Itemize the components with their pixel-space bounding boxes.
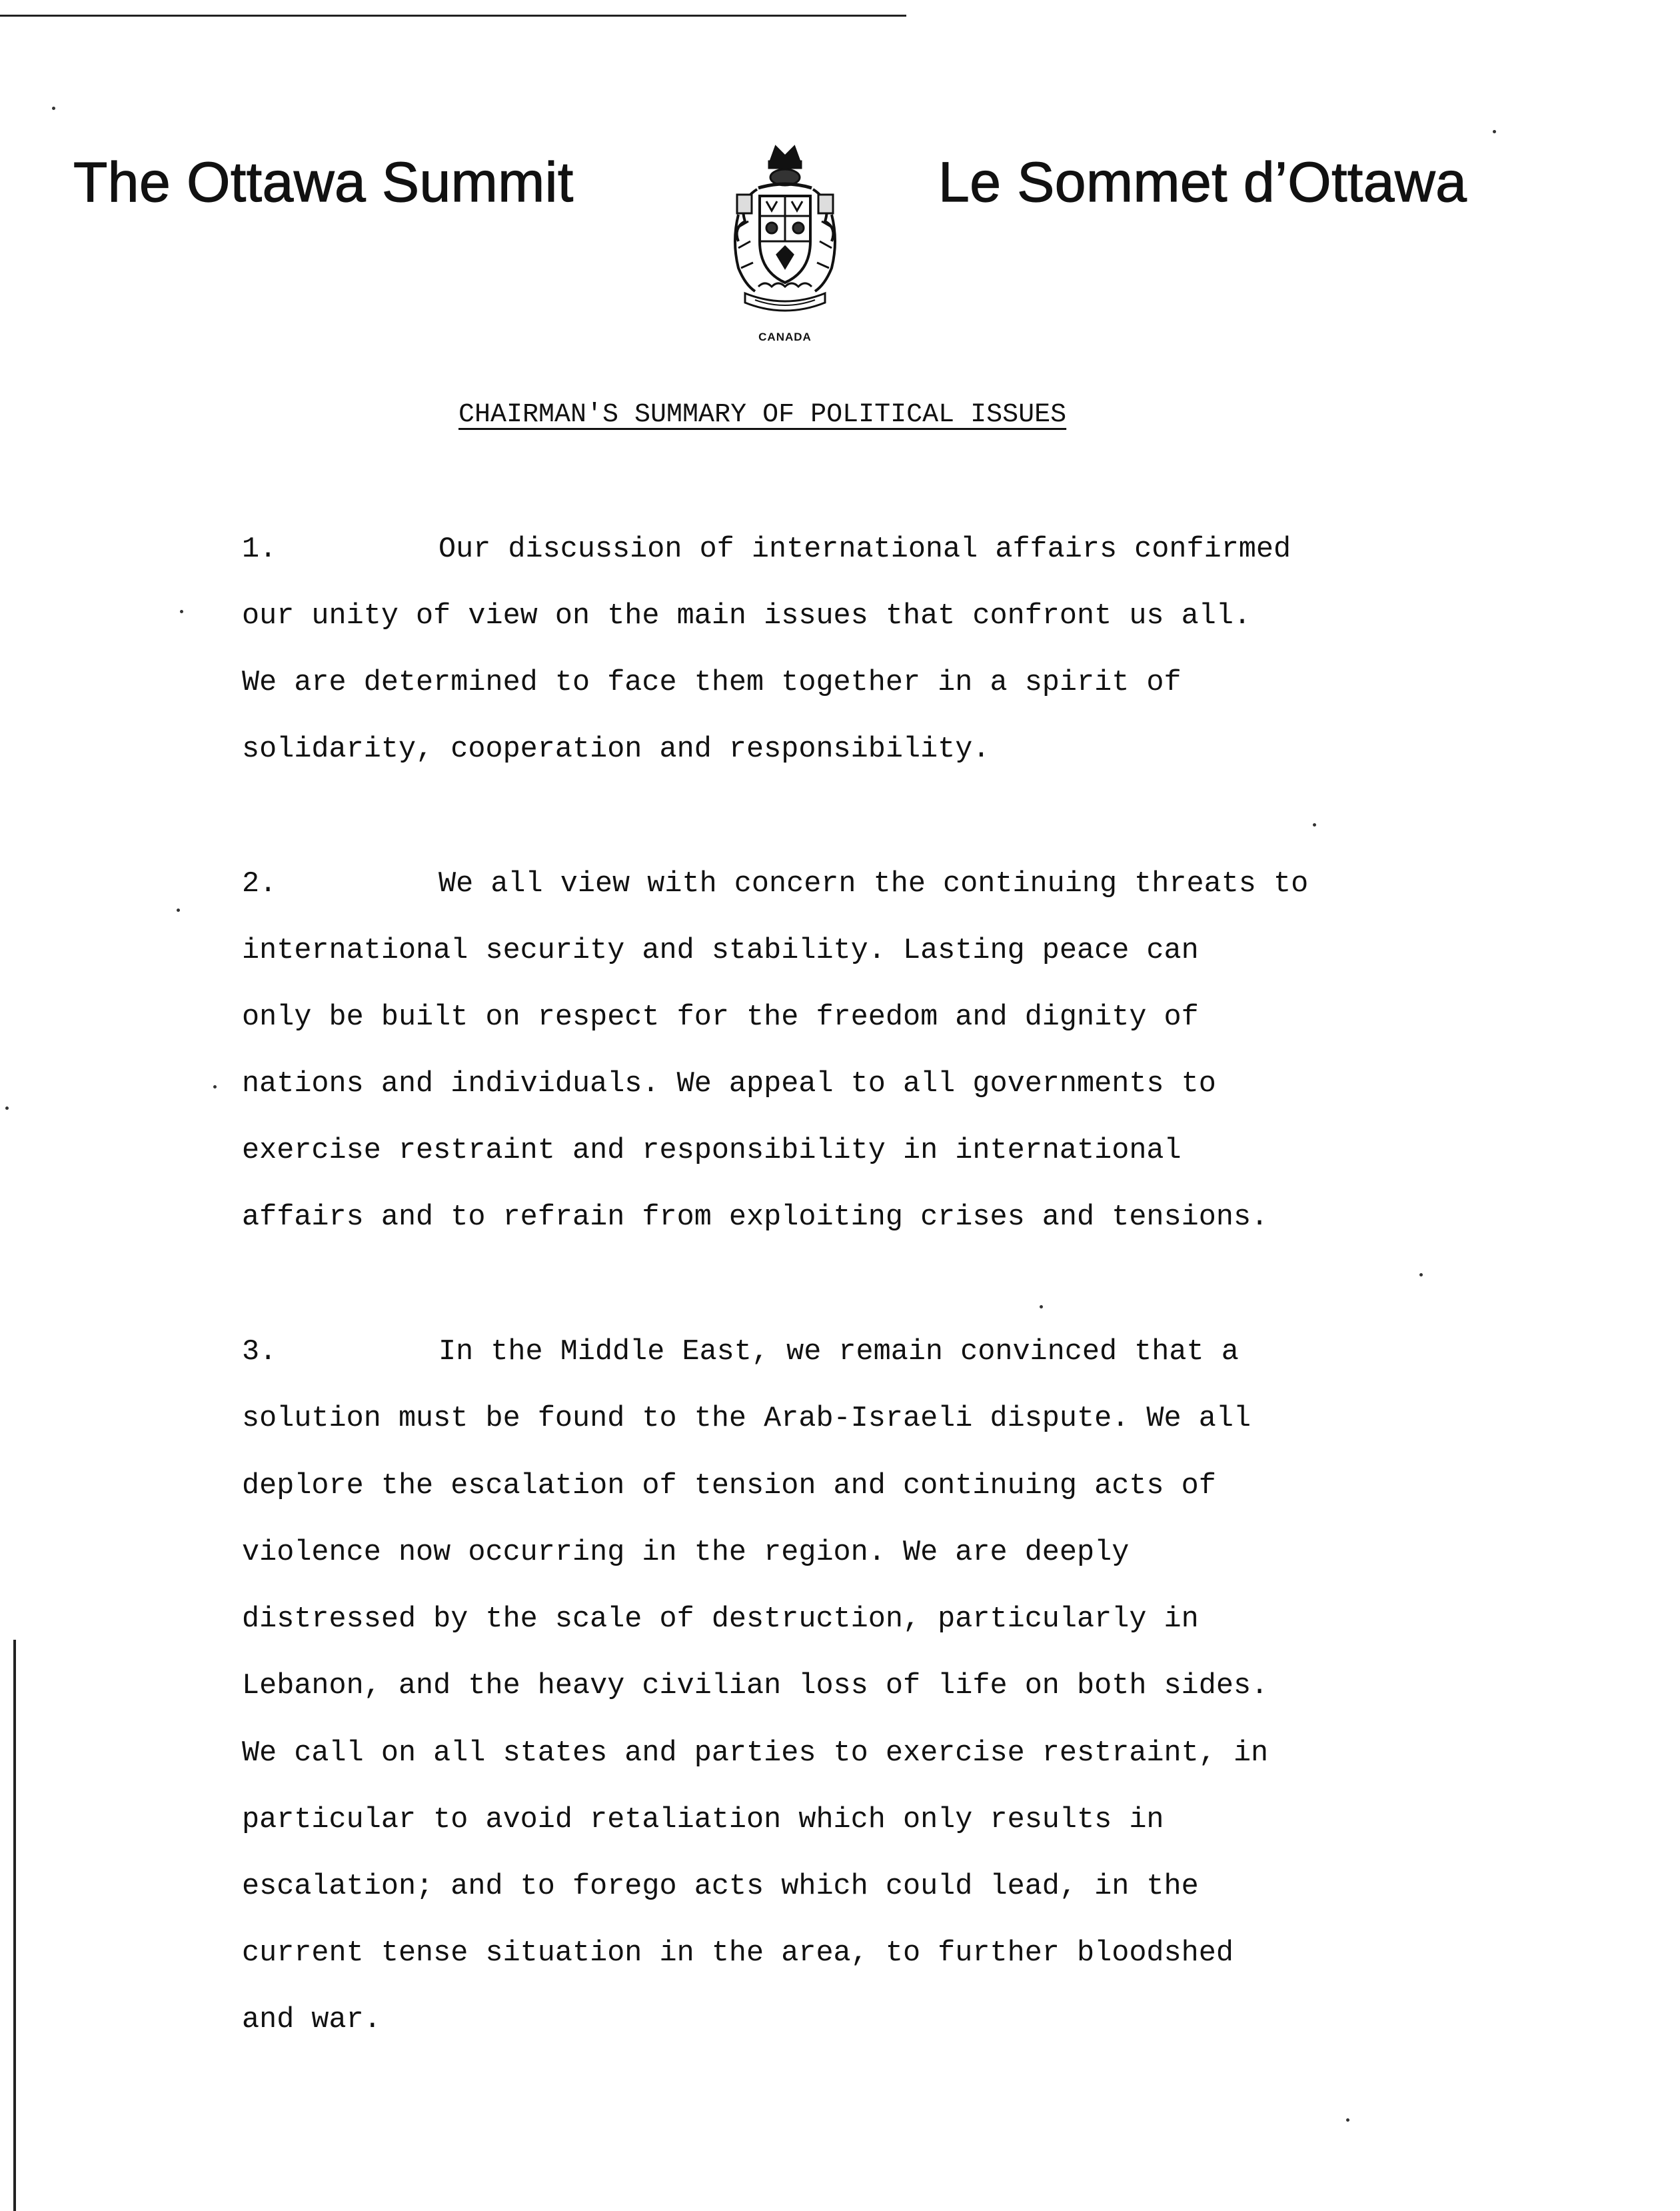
scan-speck xyxy=(52,107,55,110)
crest-caption: CANADA xyxy=(758,331,812,343)
paragraph-line: escalation; and to forego acts which could lead, in the xyxy=(242,1870,1199,1903)
paragraph-line: nations and individuals. We appeal to all governments to xyxy=(242,1068,1216,1101)
paragraph-line: exercise restraint and responsibility in international xyxy=(242,1134,1182,1167)
canada-coat-of-arms-icon xyxy=(718,141,852,321)
paragraph-line: violence now occurring in the region. We are deeply xyxy=(242,1536,1130,1569)
paragraph-line: our unity of view on the main issues that confront us all. xyxy=(242,600,1252,633)
paragraph-line: Our discussion of international affairs confirmed xyxy=(438,533,1291,566)
paragraph-line: deplore the escalation of tension and continuing acts of xyxy=(242,1470,1216,1502)
scan-speck xyxy=(1313,823,1316,827)
scan-speck xyxy=(1040,1305,1043,1308)
scan-speck xyxy=(213,1085,217,1089)
paragraph-line: solidarity, cooperation and responsibility. xyxy=(242,733,990,766)
header-title-french: Le Sommet d’Ottawa xyxy=(938,151,1467,213)
scan-speck xyxy=(1493,130,1496,133)
scan-speck xyxy=(180,610,183,613)
top-rule xyxy=(0,15,906,17)
paragraph-number: 3. xyxy=(242,1336,277,1368)
scan-speck xyxy=(1419,1273,1423,1276)
paragraph-line: only be built on respect for the freedom and dignity of xyxy=(242,1001,1199,1034)
paragraph-line: affairs and to refrain from exploiting crises and tensions. xyxy=(242,1201,1269,1234)
scan-speck xyxy=(177,909,180,912)
paragraph-line: international security and stability. Lasting peace can xyxy=(242,935,1199,967)
paragraph-line: distressed by the scale of destruction, particularly in xyxy=(242,1603,1199,1636)
paragraph-line: particular to avoid retaliation which only results in xyxy=(242,1804,1164,1836)
paragraph-number: 2. xyxy=(242,868,277,901)
paragraph-number: 1. xyxy=(242,533,277,566)
document-heading: CHAIRMAN'S SUMMARY OF POLITICAL ISSUES xyxy=(458,400,1067,430)
header-title-english: The Ottawa Summit xyxy=(73,151,574,213)
paragraph-line: and war. xyxy=(242,2004,381,2036)
paragraph-line: current tense situation in the area, to further bloodshed xyxy=(242,1937,1234,1970)
paragraph-line: We call on all states and parties to exercise restraint, in xyxy=(242,1737,1269,1770)
left-margin-rule xyxy=(13,1640,16,2211)
paragraph-line: We are determined to face them together in a spirit of xyxy=(242,667,1182,699)
scan-speck xyxy=(5,1106,9,1110)
paragraph-line: We all view with concern the continuing threats to xyxy=(438,868,1309,901)
scan-speck xyxy=(1346,2118,1349,2122)
paragraph-line: In the Middle East, we remain convinced that a xyxy=(438,1336,1239,1368)
paragraph-line: solution must be found to the Arab-Israeli dispute. We all xyxy=(242,1402,1252,1435)
paragraph-line: Lebanon, and the heavy civilian loss of life on both sides. xyxy=(242,1670,1269,1702)
